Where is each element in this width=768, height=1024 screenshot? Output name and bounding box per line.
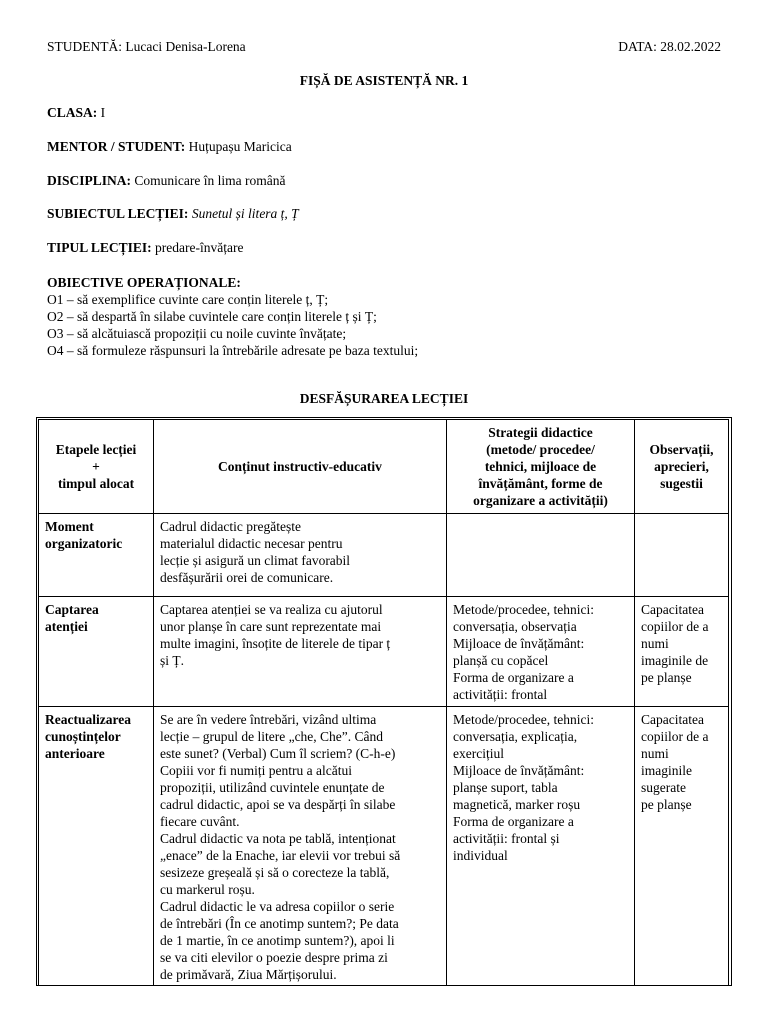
header-text: învățământ, forme de <box>478 476 603 491</box>
content-text: fiecare cuvânt. <box>160 814 240 829</box>
strategies-text: Metode/procedee, tehnici: <box>453 712 594 727</box>
header-text: aprecieri, <box>654 459 709 474</box>
objective-item: O1 – să exemplifice cuvinte care conțin literele ț, Ț; <box>47 292 329 307</box>
objectives-title: OBIECTIVE OPERAȚIONALE: <box>47 275 241 290</box>
content-text: Cadrul didactic le va adresa copiilor o serie <box>160 899 395 914</box>
strategies-text: magnetică, marker roșu <box>453 797 581 812</box>
objective-item: O4 – să formuleze răspunsuri la întrebările adresate pe baza textului; <box>47 343 419 358</box>
content-text: de 1 martie, în ce anotimp suntem?), apoi li <box>160 933 395 948</box>
field-tip <box>47 239 243 256</box>
stage-text: Reactualizarea <box>45 712 131 727</box>
content-text: „enace” de la Enache, iar elevii vor trebui să <box>160 848 401 863</box>
mentor-value: Huțupașu Maricica <box>185 139 292 154</box>
stage-cell <box>39 707 154 986</box>
tip-value: predare-învățare <box>151 240 244 255</box>
stage-text: anterioare <box>45 746 105 761</box>
table-row <box>39 707 729 986</box>
content-text: lecție și asigură un climat favorabil <box>160 553 351 568</box>
date: DATA: 28.02.2022 <box>618 39 721 54</box>
content-text: lecție – grupul de litere „che, Che”. Când <box>160 729 384 744</box>
header-line <box>47 38 721 55</box>
observations-text: pe planșe <box>641 797 692 812</box>
header-text: Conținut instructiv-educativ <box>218 459 382 474</box>
lesson-table <box>38 419 729 986</box>
field-clasa <box>47 104 105 121</box>
section-title: DESFĂȘURAREA LECȚIEI <box>299 391 469 406</box>
header-content <box>154 420 447 514</box>
strategies-text: exercițiul <box>453 746 504 761</box>
strategies-text: individual <box>453 848 508 863</box>
observations-cell <box>635 514 729 597</box>
strategies-cell <box>447 514 635 597</box>
strategies-text: Mijloace de învățământ: <box>453 636 585 651</box>
objective-item: O3 – să alcătuiască propoziții cu noile cuvinte învățate; <box>47 326 347 341</box>
content-text: Cadrul didactic va nota pe tablă, intenționat <box>160 831 396 846</box>
header-text: (metode/ procedee/ <box>486 442 595 457</box>
disciplina-value: Comunicare în lima română <box>131 173 286 188</box>
content-text: Copiii vor fi numiți pentru a alcătui <box>160 763 352 778</box>
strategies-text: planșe suport, tabla <box>453 780 558 795</box>
field-disciplina <box>47 172 285 189</box>
strategies-text: Mijloace de învățământ: <box>453 763 585 778</box>
content-text: Captarea atenției se va realiza cu ajutorul <box>160 602 383 617</box>
stage-text: Captarea <box>45 602 99 617</box>
clasa-label: CLASA: <box>47 105 98 120</box>
content-text: Cadrul didactic pregătește <box>160 519 301 534</box>
header-stages <box>39 420 154 514</box>
content-text: de primăvară, Ziua Mărțișorului. <box>160 967 337 982</box>
observations-text: imaginile de <box>641 653 709 668</box>
field-subiect <box>47 205 299 222</box>
document-title: FIȘĂ DE ASISTENȚĂ NR. 1 <box>299 73 469 88</box>
header-text: Etapele lecției <box>55 442 137 457</box>
stage-text: organizatoric <box>45 536 123 551</box>
header-text: tehnici, mijloace de <box>484 459 597 474</box>
observations-cell <box>635 597 729 707</box>
strategies-text: conversația, explicația, <box>453 729 578 744</box>
observations-text: copiilor de a <box>641 729 709 744</box>
subiect-label: SUBIECTUL LECȚIEI: <box>47 206 189 221</box>
strategies-text: Forma de organizare a <box>453 814 574 829</box>
content-text: sesizeze greșeală și să o corecteze la tablă, <box>160 865 390 880</box>
header-text: Strategii didactice <box>488 425 593 440</box>
content-text: propoziții, utilizând cuvintele enunțate de <box>160 780 385 795</box>
content-text: cadrul didactic, apoi se va despărți în silabe <box>160 797 396 812</box>
subiect-value: Sunetul și litera ț, Ț <box>188 206 299 221</box>
table-header-row <box>39 420 729 514</box>
observations-text: copiilor de a <box>641 619 709 634</box>
stage-cell <box>39 597 154 707</box>
strategies-text: activității: frontal și <box>453 831 560 846</box>
field-mentor <box>47 138 292 155</box>
mentor-label: MENTOR / STUDENT: <box>47 139 186 154</box>
observations-text: imaginile <box>641 763 692 778</box>
observations-text: pe planșe <box>641 670 692 685</box>
header-text: sugestii <box>660 476 703 491</box>
clasa-value: I <box>97 105 106 120</box>
disciplina-label: DISCIPLINA: <box>47 173 132 188</box>
objectives <box>47 274 418 359</box>
objective-item: O2 – să despartă în silabe cuvintele care conțin literele ț și Ț; <box>47 309 377 324</box>
observations-text: Capacitatea <box>641 602 704 617</box>
content-cell <box>154 514 447 597</box>
content-text: desfășurării orei de comunicare. <box>160 570 334 585</box>
content-cell <box>154 597 447 707</box>
content-text: cu markerul roșu. <box>160 882 255 897</box>
tip-label: TIPUL LECȚIEI: <box>47 240 152 255</box>
table-row <box>39 597 729 707</box>
content-text: multe imagini, însoțite de literele de tipar ț <box>160 636 391 651</box>
strategies-text: planșă cu copăcel <box>453 653 549 668</box>
content-text: Se are în vedere întrebări, vizând ultima <box>160 712 377 727</box>
header-text: organizare a activității) <box>473 493 608 508</box>
observations-text: numi <box>641 636 669 651</box>
strategies-text: activității: frontal <box>453 687 548 702</box>
stage-text: Moment <box>45 519 94 534</box>
content-text: se va citi elevilor o poezie despre prima zi <box>160 950 388 965</box>
content-text: și Ț. <box>160 653 185 668</box>
header-observations <box>635 420 729 514</box>
header-text: timpul alocat <box>57 476 135 491</box>
observations-text: Capacitatea <box>641 712 704 727</box>
header-text: Observații, <box>649 442 714 457</box>
content-text: de întrebări (În ce anotimp suntem?; Pe data <box>160 916 399 931</box>
strategies-cell <box>447 707 635 986</box>
observations-cell <box>635 707 729 986</box>
stage-text: atenției <box>45 619 88 634</box>
header-strategies <box>447 420 635 514</box>
observations-text: sugerate <box>641 780 686 795</box>
content-text: materialul didactic necesar pentru <box>160 536 343 551</box>
header-text: + <box>92 459 100 474</box>
stage-cell <box>39 514 154 597</box>
strategies-text: conversația, observația <box>453 619 577 634</box>
table-row <box>39 514 729 597</box>
strategies-cell <box>447 597 635 707</box>
strategies-text: Metode/procedee, tehnici: <box>453 602 594 617</box>
stage-text: cunoștințelor <box>45 729 121 744</box>
content-text: este sunet? (Verbal) Cum îl scriem? (C-h-e) <box>160 746 396 761</box>
content-text: unor planșe în care sunt reprezentate mai <box>160 619 382 634</box>
observations-text: numi <box>641 746 669 761</box>
content-cell <box>154 707 447 986</box>
student-name: STUDENTĂ: Lucaci Denisa-Lorena <box>47 39 246 54</box>
strategies-text: Forma de organizare a <box>453 670 574 685</box>
